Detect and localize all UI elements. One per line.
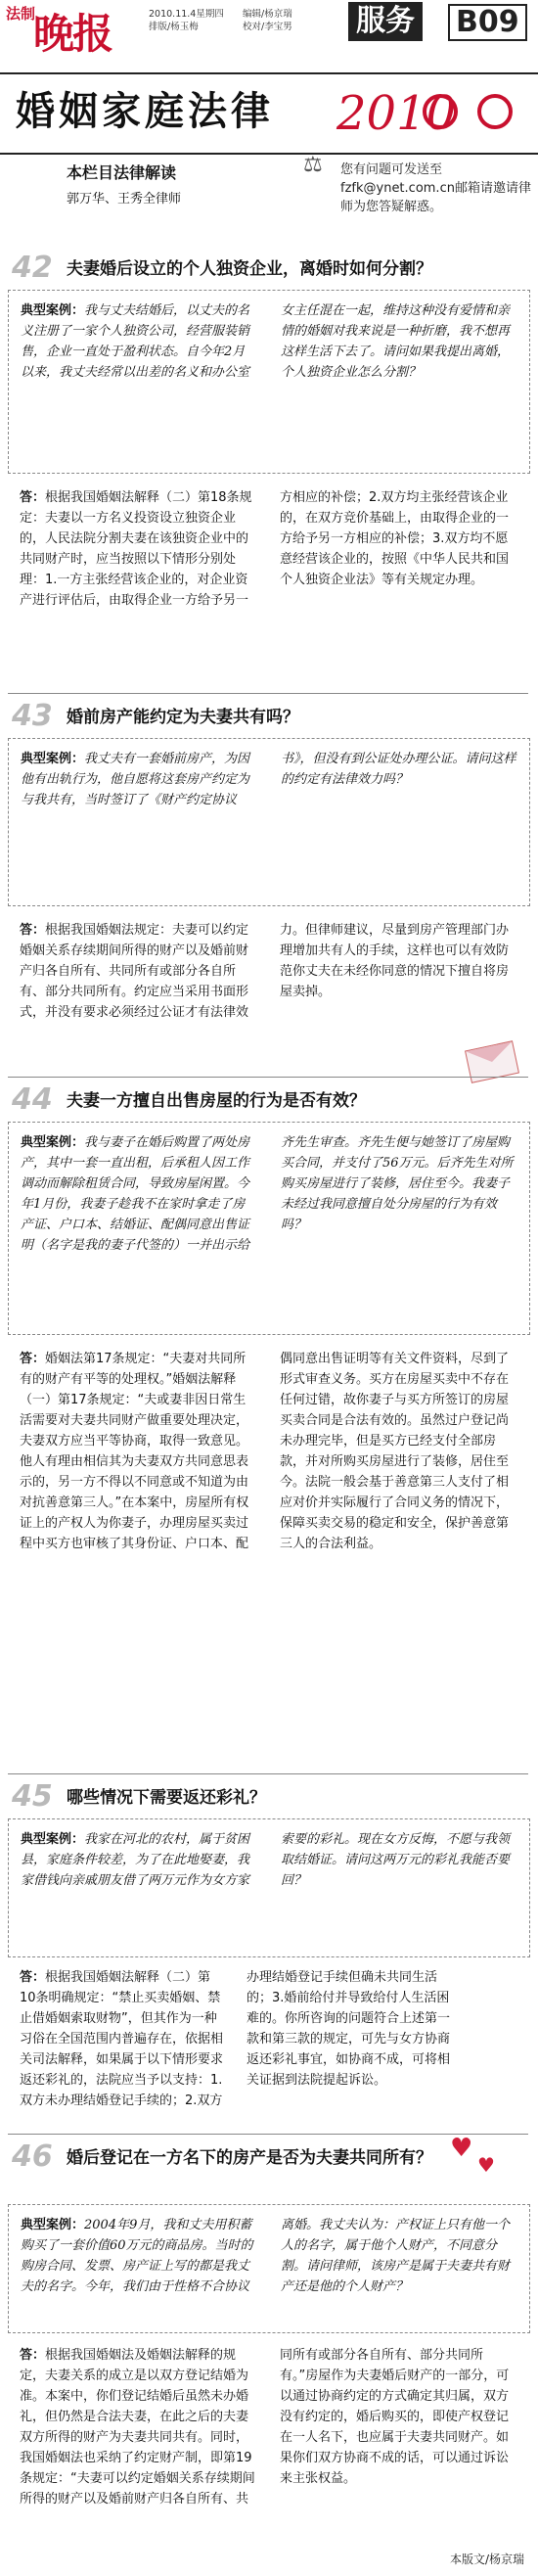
column-title: 本栏目法律解读 [67,163,177,182]
case-box [8,1818,530,1957]
case-label: 典型案例： [21,752,85,766]
question-title: 夫妻婚后设立的个人独资企业，离婚时如何分割？ [67,259,432,279]
case-text [21,2215,517,2326]
answer-body: 根据我国婚姻法规定：夫妻可以约定婚姻关系存续期间所得的财产以及婚前财产归各自所有、共同所有或部分各自所有、部分共同所有。约定应当采用书面形式，并没有要求必须经过公证才有法律效力。但律师建议，尽量到房产管理部门办理增加共有人的手续，这样也可以有效防范你丈夫在未经你同意的情况下擅自将房屋卖掉。 [20,923,510,1020]
column-authors: 郭万华、王秀全律师 [67,192,182,207]
heart-icon: ♥ [450,2134,473,2163]
case-text [21,1829,517,1951]
page-title: 婚姻家庭法律 [16,88,274,134]
column-intro [8,153,531,247]
answer-label: 答： [20,923,46,938]
page-number: B09 [448,4,527,41]
case-label: 典型案例： [21,303,85,318]
editor-credit: 编辑/杨京瑞 [243,9,292,20]
footer-credit: 本版文/杨京瑞 [449,2553,524,2566]
case-box [8,738,530,906]
case-box [8,2204,530,2333]
question-number: 45 [12,1779,53,1814]
answer-box [8,482,528,687]
answer-body: 根据我国婚姻法解释（二）第10条明确规定：“禁止买卖婚姻、禁止借婚姻索取财物”，但其作为一种习俗在全国范围内普遍存在，依据相关司法解释，如果属于以下情形要求返还彩礼的，法院应当予以支持：1.双方未办理结婚登记手续的；2.双方办理结婚登记手续但确未共同生活的；3.婚前给付并导致给付人生活困难的。你所咨询的问题符合上述第一款和第三款的规定，可先与女方协商返还彩礼事宜，如协商不成，可将相关证据到法院提起诉讼。 [20,1970,450,2108]
layout-credit: 排版/杨玉梅 [149,22,199,32]
case-body: 我丈夫有一套婚前房产，为因他有出轨行为，他自愿将这套房产约定为与我共有，当时签订了《财产约定协议书》，但没有到公证处办理公证。请问这样的约定有法律效力吗？ [21,752,516,807]
question-number: 44 [12,1082,53,1117]
case-body: 我与妻子在婚后购置了两处房产，其中一套一直出租，后承租人因工作调动而解除租赁合同，导致房屋闲置。今年1月份，我妻子趁我不在家时拿走了房产证、户口本、结婚证、配偶同意出售证明（名字是我的妻子代签的）一并出示给齐先生审查。齐先生便与她签订了房屋购买合同，并支付了56万元。后齐先生对所购买房屋进行了装修，居住至今。我妻子未经过我同意擅自处分房屋的行为有效吗？ [21,1135,514,1253]
answer-text [20,1349,516,1760]
case-text [21,1132,517,1326]
title-band [0,72,538,155]
divider [8,2134,528,2135]
question-number: 43 [12,699,53,733]
answer-box [8,1961,528,2128]
case-body: 2004年9月，我和丈夫用积蓄购买了一套价值60万元的商品房。当时的购房合同、发票、房产证上写的都是我丈夫的名字。今年，我们由于性格不合协议离婚。我丈夫认为：产权证上只有他一个人的名字，属于他个人财产，不同意分割。请问律师，该房产是属于夫妻共有财产还是他的个人财产？ [21,2218,511,2294]
case-text [21,749,517,897]
case-text [21,300,517,467]
answer-box [8,914,528,1061]
case-body: 我与丈夫结婚后，以丈夫的名义注册了一家个人独资公司，经营服装销售，企业一直处于盈利状态。自今年2月以来，我丈夫经常以出差的名义和办公室女主任混在一起，维持这种没有爱情和亲情的婚姻对我来说是一种折磨，我不想再这样生活下去了。请问如果我提出离婚，个人独资企业怎么分割？ [21,303,511,380]
answer-text [20,2345,516,2545]
case-label: 典型案例： [21,1135,85,1150]
answer-body: 根据我国婚姻法及婚姻法解释的规定，夫妻关系的成立是以双方登记结婚为准。本案中，你们登记结婚后虽然未办婚礼，但仍然是合法夫妻，在此之后的夫妻双方所得的财产为夫妻共同共有。同时，我国婚姻法也采纳了约定财产制，即第19条规定：“夫妻可以约定婚姻关系存续期间所得的财产以及婚前财产归各自所有、共同所有或部分各自所有、部分共同所有。”房屋作为夫妻婚后财产的一部分，可以通过协商约定的方式确定其归属，双方没有约定的，婚后购买的，即使产权登记在一人名下，也应属于夫妻共同财产。如果你们双方协商不成的话，可以通过诉讼来主张权益。 [20,2348,510,2507]
case-label: 典型案例： [21,1832,85,1847]
answer-body: 婚姻法第17条规定：“夫妻对共同所有的财产有平等的处理权。”婚姻法解释（一）第17条规定：“夫或妻非因日常生活需要对夫妻共同财产做重要处理决定，夫妻双方应当平等协商，取得一致意见。他人有理由相信其为夫妻双方共同意思表示的，另一方不得以不同意或不知道为由对抗善意第三人。”在本案中，房屋所有权证上的产权人为你妻子，办理房屋买卖过程中买方也审核了其身份证、户口本、配偶同意出售证明等有关文件资料，尽到了形式审查义务。买方在房屋买卖中不存在任何过错，故你妻子与买方所签订的房屋买卖合同是合法有效的。虽然过户登记尚未办理完毕，但是买方已经支付全部房款，并对所购买房屋进行了装修，居住至今。法院一般会基于善意第三人支付了相应对价并实际履行了合同义务的情况下，保障买卖交易的稳定和安全，保护善意第三人的合法利益。 [20,1352,510,1551]
answer-box [8,2339,528,2547]
answer-body: 根据我国婚姻法解释（二）第18条规定：夫妻以一方名义投资设立独资企业的，人民法院分割夫妻在该独资企业中的共同财产时，应当按照以下情形分别处理：1.一方主张经营该企业的，对企业资产进行评估后，由取得企业一方给予另一方相应的补偿；2.双方均主张经营该企业的，在双方竞价基础上，由取得企业的一方给予另一方相应的补偿；3.双方均不愿意经营该企业的，按照《中华人民共和国个人独资企业法》等有关规定办理。 [20,490,510,608]
case-box [8,290,530,474]
logo-small-text: 法制 [6,5,36,23]
case-box [8,1122,530,1335]
answer-label: 答： [20,1352,46,1366]
divider [8,1773,528,1774]
question-title: 婚后登记在一方名下的房产是否为夫妻共同所有？ [67,2148,432,2168]
question-title: 婚前房产能约定为夫妻共有吗？ [67,708,299,727]
answer-box [8,1343,528,1764]
heart-icon: ♥ [477,2153,495,2177]
question-title: 哪些情况下需要返还彩礼？ [67,1788,266,1808]
divider [8,1077,528,1078]
logo-big-text: 晚报 [33,10,112,58]
answer-label: 答： [20,2348,46,2363]
answer-text [20,1967,450,2124]
divider [8,693,528,694]
question-number: 42 [12,251,53,285]
case-label: 典型案例： [21,2218,85,2232]
newspaper-logo [6,4,151,59]
section-name: 服务 [348,2,423,41]
question-title: 夫妻一方擅自出售房屋的行为是否有效？ [67,1091,366,1111]
answer-label: 答： [20,1970,46,1985]
issue-date: 2010.11.4星期四 [149,9,224,20]
issue-meta [149,8,224,33]
masthead [0,0,538,70]
contact-info: 您有问题可发送至fzfk@ynet.com.cn邮箱请邀请律师为您答疑解惑。 [340,162,531,214]
editor-meta [243,8,292,33]
decorative-2010-graphic [323,74,528,151]
proof-credit: 校对/李宝男 [243,22,292,32]
case-body: 我家在河北的农村，属于贫困县，家庭条件较差，为了在此地娶妻，我家借钱向亲戚朋友借了两万元作为女方家索要的彩礼。现在女方反悔，不愿与我领取结婚证。请问这两万元的彩礼我能否要回？ [21,1832,511,1888]
answer-text [20,920,516,1057]
answer-text [20,487,516,683]
deco-text: 2010 [336,86,457,141]
answer-label: 答： [20,490,46,505]
gavel-icon: ⚖ [303,153,323,177]
question-number: 46 [12,2139,53,2174]
